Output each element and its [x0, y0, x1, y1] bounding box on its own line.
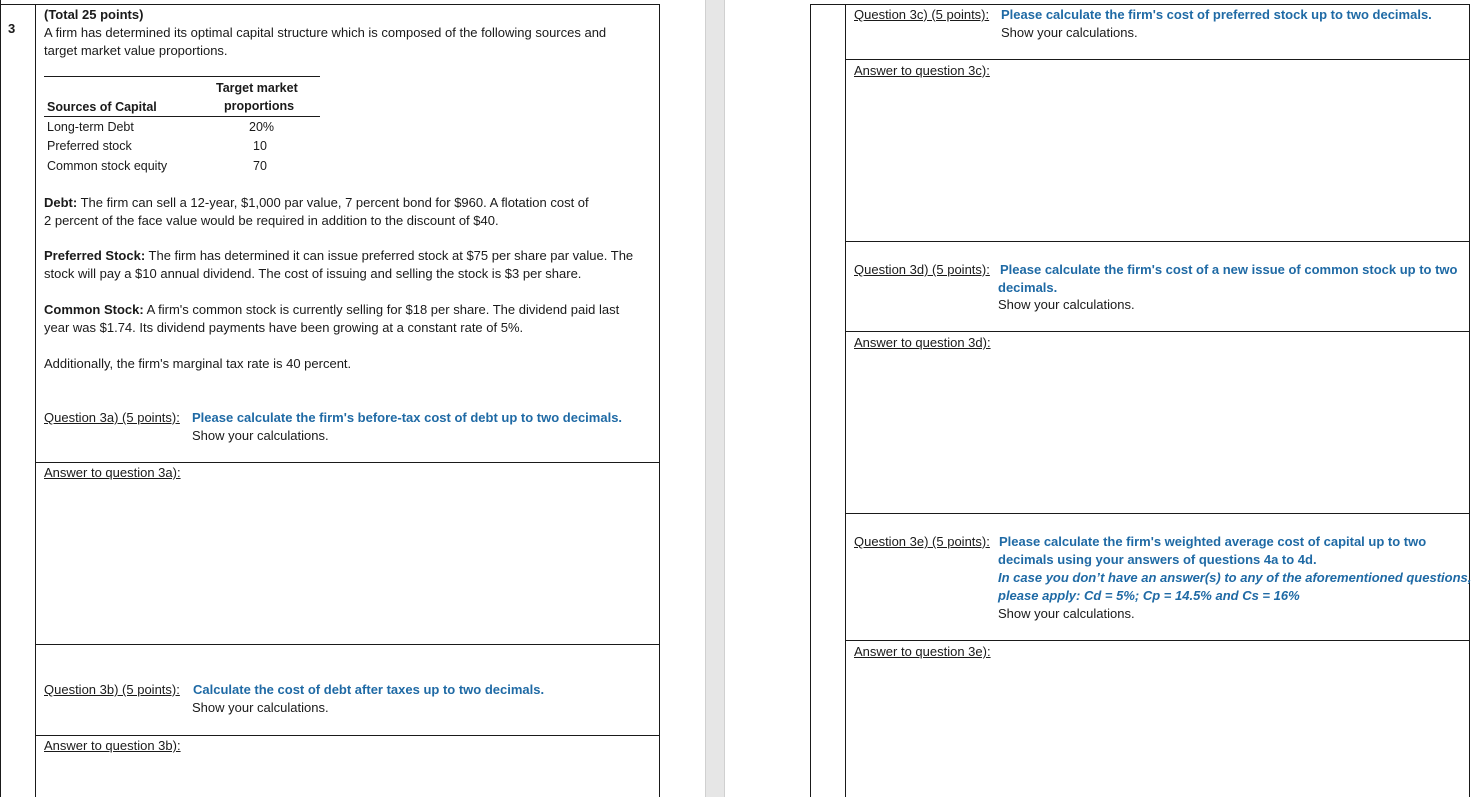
preferred-line-2: stock will pay a $10 annual dividend. The cost of issuing and selling the stock is $3 per share. — [44, 266, 582, 281]
q3c-label: Question 3c) (5 points): — [854, 7, 990, 22]
table-row-proportion: 70 — [253, 159, 267, 173]
debt-label: Debt: — [44, 195, 78, 210]
table-header-rule — [44, 116, 320, 117]
table-row-source: Long-term Debt — [47, 120, 134, 134]
q3c-show: Show your calculations. — [1001, 25, 1138, 40]
a3a-label: Answer to question 3a): — [44, 465, 181, 480]
q3d-text-line-1: Please calculate the firm's cost of a new issue of common stock up to two — [1000, 262, 1458, 277]
left-row-line-3 — [36, 735, 660, 736]
debt-text-1: The firm can sell a 12-year, $1,000 par value, 7 percent bond for $960. A flotation cost of — [77, 195, 589, 210]
right-row-line-5 — [846, 640, 1470, 641]
q3e-label: Question 3e) (5 points): — [854, 534, 990, 549]
common-line-2: year was $1.74. Its dividend payments have been growing at a constant rate of 5%. — [44, 320, 524, 335]
q3d-text-line-2: decimals. — [998, 280, 1058, 295]
table-row-proportion: 20% — [249, 120, 275, 134]
q3a-text: Please calculate the firm's before-tax cost of debt up to two decimals. — [192, 410, 623, 425]
right-row-line-3 — [846, 331, 1470, 332]
table-header-sources: Sources of Capital — [47, 100, 157, 114]
common-label: Common Stock: — [44, 302, 144, 317]
right-row-line-2 — [846, 241, 1470, 242]
q3b-label: Question 3b) (5 points): — [44, 682, 180, 697]
q3d-show: Show your calculations. — [998, 297, 1135, 312]
intro-line-1: A firm has determined its optimal capital structure which is composed of the following sources and — [44, 25, 607, 40]
preferred-line-1 — [44, 247, 633, 265]
table-header-proportions-2: proportions — [224, 99, 295, 113]
table-top-rule — [44, 76, 320, 77]
left-col-divider — [35, 4, 36, 797]
total-points: (Total 25 points) — [44, 7, 144, 22]
tax-line: Additionally, the firm's marginal tax rate is 40 percent. — [44, 356, 352, 371]
left-top-border — [0, 4, 660, 5]
page-gutter — [705, 0, 725, 797]
right-outer-border — [1469, 4, 1470, 797]
debt-line-1 — [44, 194, 589, 212]
right-row-line-1 — [846, 59, 1470, 60]
debt-line-2: 2 percent of the face value would be required in addition to the discount of $40. — [44, 213, 499, 228]
q3e-note-line-1: In case you don’t have an answer(s) to any of the aforementioned questions, — [998, 570, 1472, 585]
a3e-label: Answer to question 3e): — [854, 644, 991, 659]
q3a-show: Show your calculations. — [192, 428, 329, 443]
left-outer-border — [0, 0, 1, 797]
table-row-source: Common stock equity — [47, 159, 168, 173]
q3b-show: Show your calculations. — [192, 700, 329, 715]
right-top-border — [810, 4, 1470, 5]
q3a-label: Question 3a) (5 points): — [44, 410, 180, 425]
right-left-border — [810, 4, 811, 797]
q3c-text: Please calculate the firm's cost of preferred stock up to two decimals. — [1001, 7, 1432, 22]
table-row-proportion: 10 — [253, 139, 267, 153]
left-row-line-2 — [36, 644, 660, 645]
intro-line-2: target market value proportions. — [44, 43, 228, 58]
left-right-border — [659, 4, 660, 797]
q3b-text: Calculate the cost of debt after taxes up to two decimals. — [193, 682, 545, 697]
q3e-text-line-1: Please calculate the firm's weighted average cost of capital up to two — [999, 534, 1427, 549]
preferred-text-1: The firm has determined it can issue preferred stock at $75 per share par value. The — [145, 248, 634, 263]
common-line-1 — [44, 301, 619, 319]
question-number: 3 — [8, 21, 16, 36]
right-col-divider — [845, 4, 846, 797]
preferred-label: Preferred Stock: — [44, 248, 146, 263]
q3e-show: Show your calculations. — [998, 606, 1135, 621]
q3e-text-line-2: decimals using your answers of questions 4a to 4d. — [998, 552, 1317, 567]
q3d-label: Question 3d) (5 points): — [854, 262, 990, 277]
right-row-line-4 — [846, 513, 1470, 514]
a3b-label: Answer to question 3b): — [44, 738, 181, 753]
left-row-line-1 — [36, 462, 660, 463]
a3c-label: Answer to question 3c): — [854, 63, 990, 78]
table-header-proportions-1: Target market — [216, 81, 298, 95]
common-text-1: A firm's common stock is currently selling for $18 per share. The dividend paid last — [143, 302, 620, 317]
q3e-note-line-2: please apply: Cd = 5%; Cp = 14.5% and Cs = 16% — [998, 588, 1300, 603]
a3d-label: Answer to question 3d): — [854, 335, 991, 350]
table-row-source: Preferred stock — [47, 139, 132, 153]
